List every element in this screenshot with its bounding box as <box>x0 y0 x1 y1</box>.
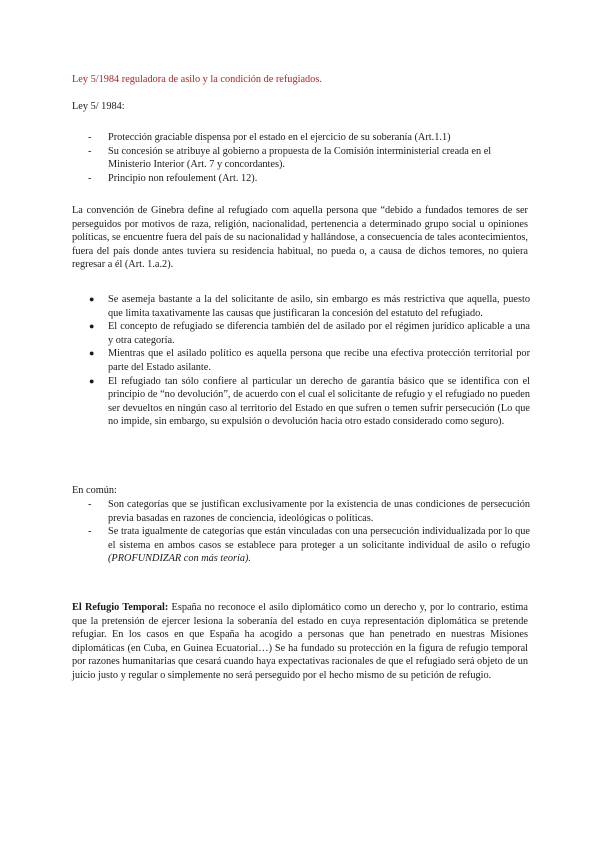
list-item-text: Son categorías que se justifican exclusivamente por la existencia de unas condiciones de persecución previa basadas en razones de conciencia, ideológicas o políticas. <box>108 499 530 524</box>
list-item <box>72 320 530 347</box>
refugee-concept-list <box>72 293 530 429</box>
list-item-text: Se trata igualmente de categorías que están vinculadas con una persecución individualizada por lo que el sistema en ambos casos se establece para proteger a un solicitante individual de asilo o refugio <box>108 526 530 551</box>
bullet-dot-icon: ● <box>89 348 95 359</box>
dash-marker: - <box>88 526 92 538</box>
dash-marker: - <box>88 172 92 184</box>
list-item-text: Su concesión se atribuye al gobierno a propuesta de la Comisión interministerial creada en el Ministerio Interior (Art. 7 y concordantes). <box>108 145 492 171</box>
dash-marker: - <box>88 145 92 157</box>
list-item <box>72 347 530 374</box>
in-common-label: En común: <box>72 485 117 496</box>
bullet-dot-icon: ● <box>89 375 95 386</box>
list-item-text: Se asemeja bastante a la del solicitante de asilo, sin embargo es más restrictiva que aquella, puesto que limita taxativamente las causas que justificaran la concesión del estatuto del refugiado. <box>108 294 530 319</box>
temporal-refuge-text: España no reconoce el asilo diplomático como un derecho y, por lo contrario, estima que la pretensión de ejercer lesiona la soberanía del estado en cuya representación diplomática se pretende refugiar. En los casos en que España ha acogido a personas que han penetrado en nuestras Misiones diplomáticas (en Cuba, en Guinea Ecuatorial…) Se ha fundado su protección en la figura de refugio temporal por razones humanitarias que cesará cuando haya expectativas racionales de que el refugiado será objeto de un juicio justo y regular o simplemente no será perseguido por el hecho mismo de su petición de refugio. <box>72 602 528 681</box>
dash-marker: - <box>88 132 92 143</box>
temporal-refuge-heading: El Refugio Temporal: <box>72 602 169 613</box>
list-item-text: Mientras que el asilado político es aquella persona que recibe una efectiva protección territorial por parte del Estado asilante. <box>108 348 530 373</box>
list-item <box>72 131 530 145</box>
list-item <box>72 375 530 429</box>
bullet-dot-icon: ● <box>89 321 95 332</box>
list-item <box>72 498 530 525</box>
list-item-text: El refugiado tan sólo confiere al particular un derecho de garantía básico que se identifica con el principio de “no devolución”, de acuerdo con el cual el solicitante de refugio y el refugiado no pueden ser devueltos en ningún caso al territorio del Estado en que sufren o temen sufrir persecución (Lo que no impide, sin embargo, su expulsión o devolución hacia otro estado considerado como seguro). <box>108 375 530 428</box>
temporal-refuge-paragraph <box>72 601 528 683</box>
geneva-definition-paragraph: La convención de Ginebra define al refugiado com aquella persona que “debido a fundados temores de ser perseguidos por motivos de raza, religión, nacionalidad, pertenencia a determinado grupo social u opiniones políticas, se encuentre fuera del país de su nacionalidad y hallándose, a consecuencia de tales acontecimientos, fuera del país donde antes tuviera su residencia habitual, no pueda o, a causa de dichos temores, no quiera regresar a él (Art. 1.a.2). <box>72 205 528 271</box>
list-item <box>72 172 530 186</box>
bullet-dot-icon: ● <box>89 294 95 304</box>
list-item <box>72 525 530 566</box>
law-subtitle: Ley 5/ 1984: <box>72 101 125 112</box>
dash-marker: - <box>88 499 92 510</box>
list-item-text: El concepto de refugiado se diferencia también del de asilado por el régimen jurídico aplicable a una y otra categoría. <box>108 321 530 346</box>
list-item-text: Protección graciable dispensa por el estado en el ejercicio de su soberanía (Art.1.1) <box>108 132 451 143</box>
list-item <box>72 293 530 320</box>
list-item-text: Principio non refoulement (Art. 12). <box>108 172 258 184</box>
study-note: (PROFUNDIZAR con más teoría). <box>108 553 251 565</box>
in-common-list <box>72 498 530 566</box>
law-characteristics-list <box>72 131 530 185</box>
list-item <box>72 145 530 172</box>
document-title: Ley 5/1984 reguladora de asilo y la condición de refugiados. <box>72 74 322 85</box>
